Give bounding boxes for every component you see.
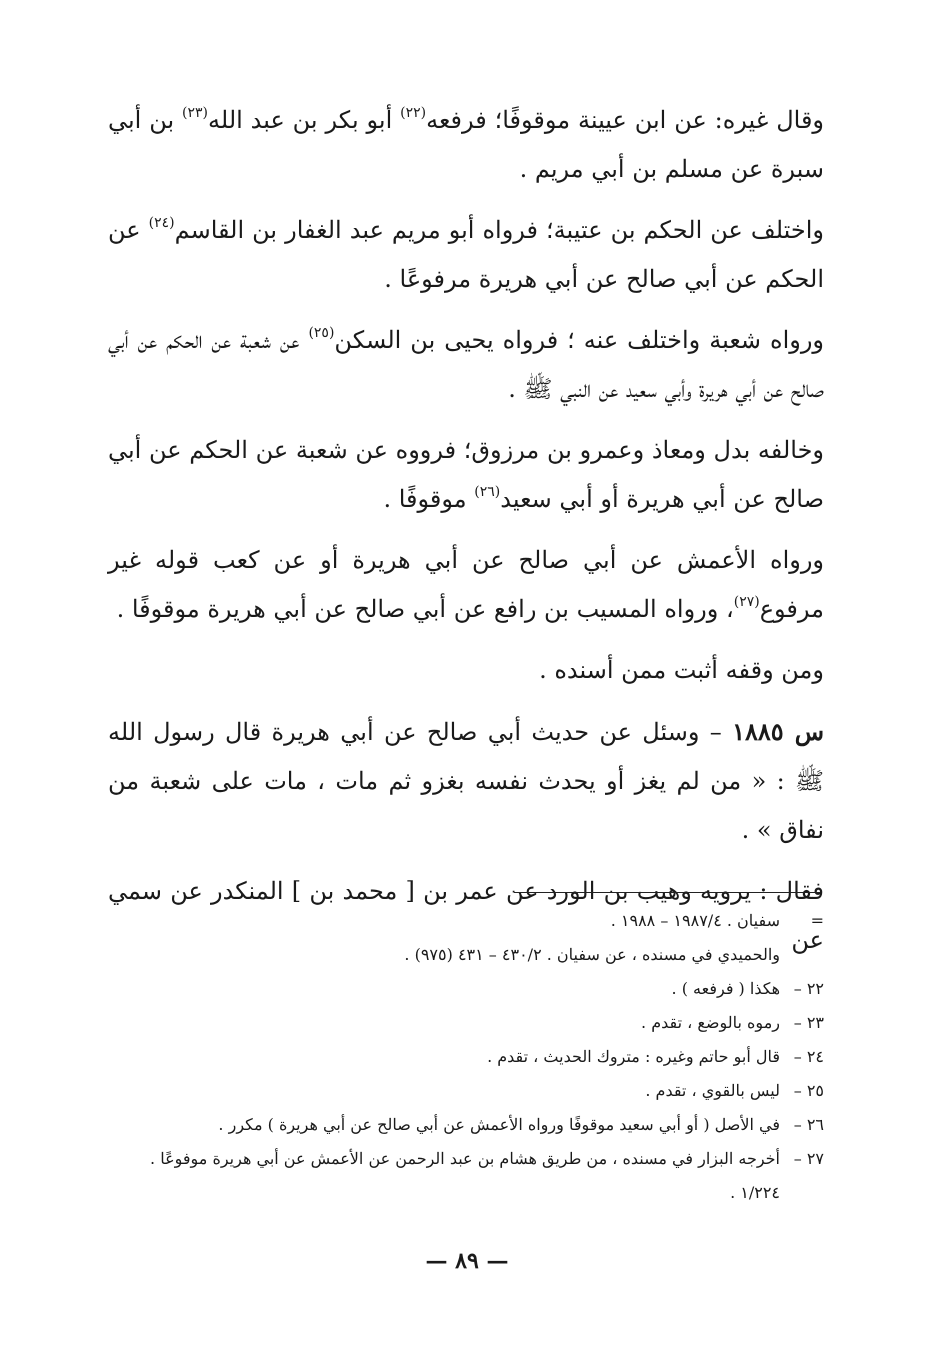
- footnote-text: أخرجه البزار في مسنده ، من طريق هشام بن عبد الرحمن عن الأعمش عن أبي هريرة موفوعًا .: [150, 1149, 780, 1168]
- paragraph-5: [108, 536, 824, 634]
- footnote-26: [108, 1108, 824, 1142]
- footnote-number: ٢٤ –: [793, 1047, 824, 1066]
- footnote-ref-22: (٢٢): [400, 105, 427, 121]
- footnote-22: [108, 972, 824, 1006]
- footnote-text: رموه بالوضع ، تقدم .: [641, 1013, 780, 1032]
- footnote-text: ١/٢٢٤ .: [730, 1183, 780, 1202]
- answer-paragraph: فقال : يرويه وهيب بن الورد عن عمر بن [ محمد بن ] المنكدر عن سمي عن: [108, 877, 824, 954]
- footnote-number: ٢٧ –: [793, 1149, 824, 1168]
- footnote-ref-23: (٢٣): [182, 105, 208, 121]
- question-text: – وسئل عن حديث أبي صالح عن أبي هريرة قال رسول الله ﷺ : « من لم يغز أو يحدث نفسه بغزو ثم مات ، مات على شعبة من نفاق » .: [108, 718, 824, 844]
- page-number: — ٨٩ —: [425, 1248, 509, 1274]
- text-run: واختلف عن الحكم بن عتيبة؛ فرواه أبو مريم عبد الغفار بن القاسم: [174, 216, 825, 244]
- paragraph-2: [108, 206, 824, 304]
- footnote-number: =: [810, 911, 824, 930]
- footnote-number: ٢٦ –: [793, 1115, 824, 1134]
- paragraph-6: [108, 646, 824, 695]
- footnote-ref-24: (٢٤): [148, 215, 175, 231]
- footnote-text: ليس بالقوي ، تقدم .: [645, 1081, 780, 1100]
- text-run: عن الحكم عن أبي صالح عن أبي هريرة مرفوعًا .: [108, 216, 824, 293]
- footnotes: [108, 904, 824, 1210]
- text-run: بن أبي سبرة عن مسلم بن أبي مريم .: [108, 106, 824, 183]
- text-run: ورواه الأعمش عن أبي صالح عن أبي هريرة أو عن كعب قوله غير مرفوع: [108, 546, 824, 623]
- text-run: وخالفه بدل ومعاذ وعمرو بن مرزوق؛ فرووه عن شعبة عن الحكم عن أبي صالح عن أبي هريرة أو أبي سعيد: [108, 436, 824, 513]
- footnote-23: [108, 1006, 824, 1040]
- text-run: أبو بكر بن عبد الله: [208, 106, 401, 134]
- footnote-number: [780, 1176, 824, 1210]
- text-run: موقوفًا .: [383, 485, 475, 513]
- footnote-text: في الأصل ( أو أبي سعيد موقوفًا ورواه الأعمش عن أبي صالح عن أبي هريرة ) مكرر .: [218, 1115, 780, 1134]
- question-number: س ١٨٨٥: [732, 717, 824, 746]
- question-paragraph: [108, 707, 824, 855]
- text-run: عن شعبة عن الحكم عن أبي صالح عن أبي هريرة وأبي سعيد عن النبي ﷺ .: [108, 326, 824, 403]
- footnote-25: [108, 1074, 824, 1108]
- footnote-27: [108, 1142, 824, 1176]
- text-run: ، ورواه المسيب بن رافع عن أبي صالح عن أبي هريرة موقوفًا .: [116, 595, 734, 623]
- footnote-ref-25: (٢٥): [308, 325, 335, 341]
- footnote-text: سفيان . ١٩٨٧/٤ – ١٩٨٨ .: [610, 911, 780, 930]
- footnote-number: ٢٣ –: [793, 1013, 824, 1032]
- main-text: [108, 96, 824, 977]
- footnote-27-continued: [108, 1176, 824, 1210]
- paragraph-1: [108, 96, 824, 194]
- footnote-number: ٢٥ –: [793, 1081, 824, 1100]
- paragraph-3: [108, 316, 824, 414]
- footnote-ref-27: (٢٧): [733, 594, 760, 610]
- footnote-divider: [514, 892, 820, 893]
- footnote-number: [780, 938, 824, 972]
- footnote-continuation: [108, 904, 824, 938]
- text-run: وقال غيره: عن ابن عيينة موقوفًا؛ فرفعه: [426, 106, 825, 134]
- footnote-text: والحميدي في مسنده ، عن سفيان . ٤٣٠/٢ – ٤٣١ (٩٧٥) .: [404, 945, 780, 964]
- paragraph-4: [108, 426, 824, 524]
- footnote-number: ٢٢ –: [793, 979, 824, 998]
- footnote-continuation: [108, 938, 824, 972]
- text-run: ورواه شعبة واختلف عنه ؛ فرواه يحيى بن السكن: [334, 326, 825, 354]
- footnote-text: قال أبو حاتم وغيره : متروك الحديث ، تقدم .: [487, 1047, 780, 1066]
- footnote-ref-26: (٢٦): [474, 484, 501, 500]
- footnote-24: [108, 1040, 824, 1074]
- text-run: ومن وقفه أثبت ممن أسنده .: [539, 656, 824, 684]
- footnote-text: هكذا ( فرفعه ) .: [671, 979, 780, 998]
